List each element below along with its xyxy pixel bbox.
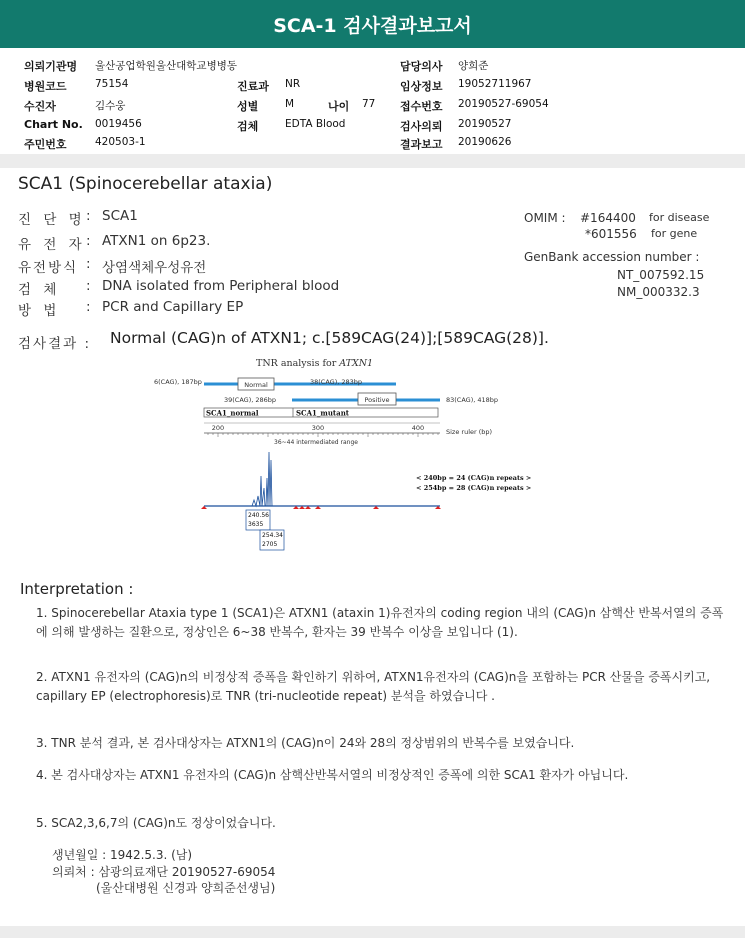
inheritance-label: 유전방식 <box>18 260 79 276</box>
resident-label: 주민번호 <box>24 138 67 151</box>
peak-note-2: < 254bp = 28 (CAG)n repeats > <box>416 484 532 492</box>
ruler-ticks <box>208 433 438 437</box>
genbank-1: NT_007592.15 <box>617 268 705 282</box>
interpretation-item: 2. ATXN1 유전자의 (CAG)n의 비정상적 증폭을 확인하기 위하여, ATXN1유전자의 (CAG)n을 포함하는 PCR 산물을 증폭시키고, capillary EP (electrophoresis)로 TNR (tri-nucleotide repeat) 분석을 하였습니다 . <box>36 670 711 703</box>
chart-label: Chart No. <box>24 118 83 131</box>
interpretation-title: Interpretation : <box>20 580 134 598</box>
institution-value: 울산공업학원울산대학교병병동 <box>95 60 238 72</box>
interpretation-item: 5. SCA2,3,6,7의 (CAG)n도 정상이었습니다. <box>36 816 276 830</box>
clinical-value: 19052711967 <box>458 78 532 90</box>
normal-right-label: 38(CAG), 283bp <box>310 378 363 386</box>
report-body <box>0 168 745 926</box>
peak1-height: 3635 <box>248 521 264 528</box>
peak1-size: 240.56 <box>248 512 269 519</box>
clinical-label: 임상정보 <box>400 80 443 93</box>
recipient-value: 김수웅 <box>95 100 126 112</box>
requester: 의뢰처 : 삼광의료재단 20190527-69054 <box>52 865 276 879</box>
birth-date: 생년월일 : 1942.5.3. (남) <box>52 848 193 862</box>
ruler-tick-400: 400 <box>411 424 425 432</box>
omim-disease: #164400 <box>580 211 636 225</box>
tnr-figure-title: TNR analysis for ATXN1 <box>256 358 374 369</box>
ruler-label: Size ruler (bp) <box>446 428 493 436</box>
report-date-label: 결과보고 <box>400 138 443 151</box>
hospital-code-label: 병원코드 <box>24 80 67 93</box>
peak2-size: 254.34 <box>262 532 283 539</box>
tnr-figure <box>140 356 560 574</box>
gene-label: 유 전 자 <box>18 237 86 253</box>
inheritance-value: 상염색체우성유전 <box>102 260 207 276</box>
report-title: SCA-1 검사결과보고서 <box>0 0 745 48</box>
doctor-value: 양희준 <box>458 60 489 72</box>
specimen2-label: 검 체 <box>18 282 61 298</box>
age-value: 77 <box>362 98 376 110</box>
requester-detail: (울산대병원 신경과 양희준선생님) <box>96 881 276 895</box>
request-label: 검사의뢰 <box>400 120 443 133</box>
dept-label: 진료과 <box>237 80 269 93</box>
peak2-height: 2705 <box>262 541 278 548</box>
omim-label: OMIM : <box>524 211 566 225</box>
interpretation-item: 1. Spinocerebellar Ataxia type 1 (SCA1)은 ATXN1 (ataxin 1)유전자의 coding region 내의 (CAG)n 삼핵산 반복서열의 증폭에 의해 발생하는 질환으로, 정상인은 6~38 반복수, 환자는 39 반복수 이상을 보입니다 (1). <box>36 606 724 639</box>
omim-gene: *601556 <box>585 227 637 241</box>
specimen2-colon: : <box>86 278 91 294</box>
institution-label: 의뢰기관명 <box>24 60 78 73</box>
method-value: PCR and Capillary EP <box>102 299 244 315</box>
age-label: 나이 <box>328 100 350 113</box>
specimen2-value: DNA isolated from Peripheral blood <box>102 278 340 294</box>
normal-box-label: Normal <box>244 381 268 389</box>
genbank-label: GenBank accession number : <box>524 250 700 264</box>
accession-label: 접수번호 <box>400 100 443 113</box>
doctor-label: 담당의사 <box>400 60 443 73</box>
sex-label: 성별 <box>237 100 259 113</box>
sex-value: M <box>285 98 295 110</box>
positive-box-label: Positive <box>364 396 390 404</box>
result-value: Normal (CAG)n of ATXN1; c.[589CAG(24)];[589CAG(28)]. <box>110 329 549 347</box>
recipient-label: 수진자 <box>24 100 56 113</box>
peak-trace-2 <box>266 452 272 506</box>
interpretation-item: 3. TNR 분석 결과, 본 검사대상자는 ATXN1의 (CAG)n이 24와 28의 정상범위의 반복수를 보였습니다. <box>36 736 575 750</box>
ruler-tick-200: 200 <box>211 424 225 432</box>
normal-left-label: 6(CAG), 187bp <box>154 378 202 386</box>
method-colon: : <box>86 299 91 315</box>
gene-value: ATXN1 on 6p23. <box>102 233 211 249</box>
method-label: 방 법 <box>18 303 61 319</box>
genbank-2: NM_000332.3 <box>617 285 700 299</box>
chart-value: 0019456 <box>95 118 142 130</box>
diagnosis-colon: : <box>86 208 91 224</box>
intermediate-label: 36~44 intermediated range <box>274 439 358 446</box>
report-heading: SCA1 (Spinocerebellar ataxia) <box>18 174 273 194</box>
positive-left-label: 39(CAG), 286bp <box>224 396 277 404</box>
diagnosis-value: SCA1 <box>102 208 138 224</box>
interpretation-item: 4. 본 검사대상자는 ATXN1 유전자의 (CAG)n 삼핵산반복서열의 비정상적인 증폭에 의한 SCA1 환자가 아닙니다. <box>36 768 629 782</box>
hospital-code-value: 75154 <box>95 78 129 90</box>
gene-colon: : <box>86 233 91 249</box>
request-value: 20190527 <box>458 118 512 130</box>
patient-header <box>0 48 745 154</box>
bottom-margin <box>0 926 745 938</box>
resident-value: 420503-1 <box>95 136 146 148</box>
specimen-label: 검체 <box>237 120 259 133</box>
peak-note-1: < 240bp = 24 (CAG)n repeats > <box>416 474 532 482</box>
inheritance-colon: : <box>86 256 91 272</box>
bin-mutant-label: SCA1_mutant <box>296 408 350 418</box>
dept-value: NR <box>285 78 301 90</box>
omim-disease-note: for disease <box>649 211 710 224</box>
report-date-value: 20190626 <box>458 136 512 148</box>
result-label: 검사결과 : <box>18 336 92 352</box>
accession-value: 20190527-69054 <box>458 98 549 110</box>
peak-trace-1 <box>252 476 265 506</box>
diagnosis-label: 진 단 명 <box>18 212 86 228</box>
header-divider <box>0 154 745 168</box>
bin-normal-label: SCA1_normal <box>206 408 259 418</box>
omim-gene-note: for gene <box>651 227 698 240</box>
positive-right-label: 83(CAG), 418bp <box>446 396 499 404</box>
specimen-value: EDTA Blood <box>285 118 346 130</box>
ruler-tick-300: 300 <box>311 424 325 432</box>
